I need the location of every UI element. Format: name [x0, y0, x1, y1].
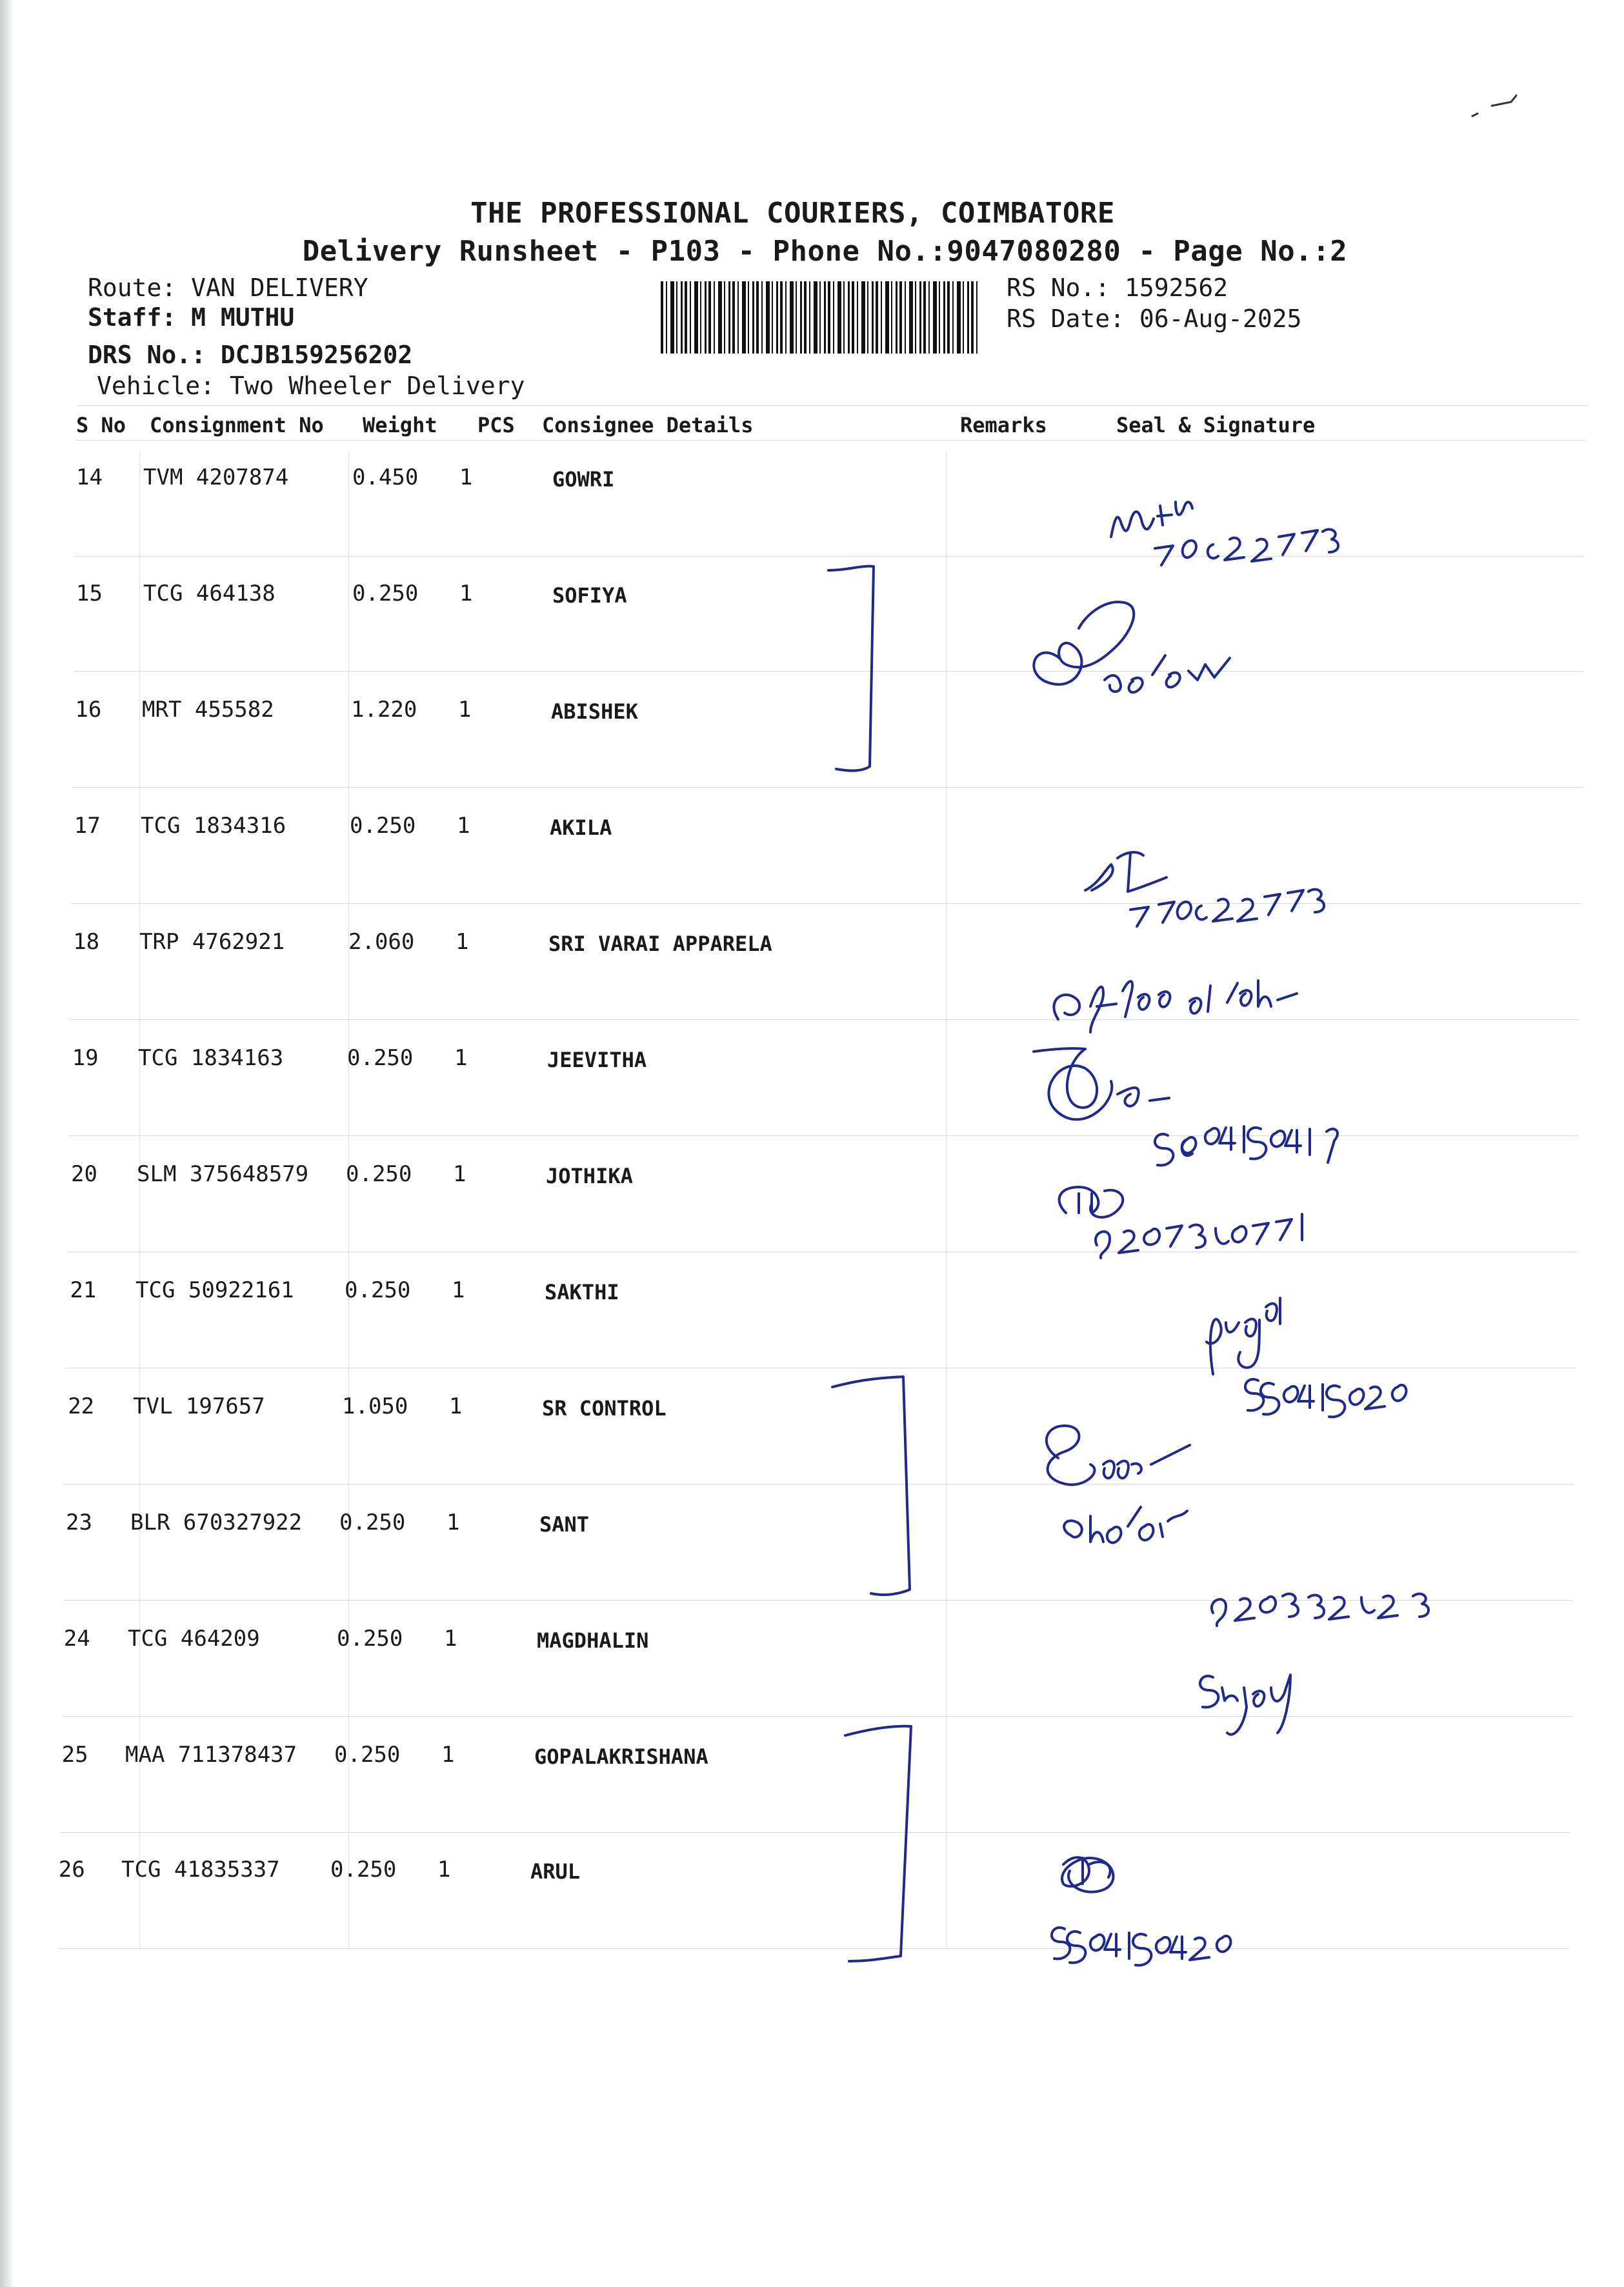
- cell-consignee: JEEVITHA: [547, 1048, 647, 1072]
- col-header-remarks: Remarks: [960, 413, 1047, 437]
- cell-weight: 1.220: [351, 697, 417, 723]
- cell-consignee: ARUL: [530, 1859, 581, 1884]
- cell-sno: 19: [72, 1045, 99, 1071]
- cell-consignee: SRI VARAI APPARELA: [548, 932, 772, 956]
- cell-sno: 17: [74, 813, 101, 839]
- cell-sno: 24: [63, 1626, 90, 1652]
- cell-pcs: 1: [459, 581, 473, 606]
- cell-weight: 0.250: [350, 813, 416, 839]
- cell-pcs: 1: [437, 1857, 451, 1883]
- cell-weight: 0.250: [346, 1161, 412, 1187]
- cell-weight: 0.250: [330, 1857, 397, 1883]
- drs-number: DRS No.: DCJB159256202: [88, 341, 413, 369]
- col-header-pcs: PCS: [477, 413, 515, 437]
- cell-consignee: AKILA: [550, 815, 612, 840]
- vehicle-label: Vehicle: Two Wheeler Delivery: [97, 372, 525, 400]
- cell-pcs: 1: [452, 1277, 465, 1303]
- col-header-consignee: Consignee Details: [542, 413, 754, 437]
- cell-consignment-no: TCG 1834163: [138, 1045, 284, 1071]
- staff-label: Staff: M MUTHU: [88, 303, 295, 332]
- cell-weight: 0.250: [352, 581, 419, 606]
- cell-sno: 21: [70, 1277, 97, 1303]
- cell-consignee: JOTHIKA: [546, 1164, 633, 1188]
- cell-sno: 14: [76, 464, 103, 490]
- cell-consignment-no: TCG 464138: [143, 581, 276, 606]
- cell-sno: 22: [68, 1393, 95, 1419]
- cell-pcs: 1: [449, 1393, 463, 1419]
- cell-pcs: 1: [454, 1045, 468, 1071]
- cell-consignment-no: TVM 4207874: [143, 464, 289, 490]
- cell-consignee: SR CONTROL: [542, 1396, 667, 1421]
- cell-weight: 0.250: [334, 1742, 401, 1768]
- route-label: Route: VAN DELIVERY: [88, 274, 368, 302]
- cell-sno: 18: [73, 929, 100, 955]
- cell-pcs: 1: [453, 1161, 466, 1187]
- cell-pcs: 1: [457, 813, 470, 839]
- col-header-sno: S No: [76, 413, 126, 437]
- cell-sno: 20: [71, 1161, 97, 1187]
- cell-weight: 1.050: [342, 1393, 408, 1419]
- cell-weight: 0.250: [347, 1045, 414, 1071]
- cell-consignment-no: MAA 711378437: [125, 1742, 297, 1768]
- rs-date: RS Date: 06-Aug-2025: [1007, 305, 1302, 333]
- cell-consignment-no: BLR 670327922: [130, 1510, 303, 1535]
- cell-consignment-no: TCG 41835337: [121, 1857, 280, 1883]
- rs-number: RS No.: 1592562: [1007, 274, 1228, 302]
- cell-weight: 0.250: [337, 1626, 403, 1652]
- cell-pcs: 1: [456, 929, 469, 955]
- cell-consignment-no: SLM 375648579: [137, 1161, 309, 1187]
- cell-weight: 0.250: [339, 1510, 406, 1535]
- cell-pcs: 1: [458, 697, 472, 723]
- cell-consignment-no: TVL 197657: [133, 1393, 265, 1419]
- runsheet-subtitle: Delivery Runsheet - P103 - Phone No.:9047080280 - Page No.:2: [302, 235, 1348, 268]
- cell-pcs: 1: [459, 464, 473, 490]
- cell-consignee: SANT: [539, 1512, 590, 1537]
- cell-weight: 0.450: [352, 464, 419, 490]
- col-header-weight: Weight: [363, 413, 437, 437]
- col-header-signature: Seal & Signature: [1116, 413, 1316, 437]
- col-header-consignment: Consignment No: [150, 413, 324, 437]
- cell-consignee: SOFIYA: [552, 583, 627, 608]
- cell-pcs: 1: [446, 1510, 460, 1535]
- cell-sno: 26: [58, 1857, 85, 1883]
- cell-pcs: 1: [444, 1626, 457, 1652]
- cell-sno: 25: [61, 1742, 88, 1768]
- cell-sno: 23: [66, 1510, 92, 1535]
- company-title: THE PROFESSIONAL COURIERS, COIMBATORE: [470, 197, 1115, 230]
- cell-consignment-no: TCG 464209: [128, 1626, 260, 1652]
- cell-sno: 15: [76, 581, 103, 606]
- cell-sno: 16: [75, 697, 102, 723]
- cell-pcs: 1: [441, 1742, 455, 1768]
- cell-consignee: MAGDHALIN: [537, 1628, 649, 1653]
- cell-consignee: GOPALAKRISHANA: [534, 1744, 708, 1769]
- cell-consignment-no: TCG 1834316: [141, 813, 286, 839]
- cell-consignee: SAKTHI: [545, 1280, 619, 1304]
- cell-consignment-no: TRP 4762921: [139, 929, 285, 955]
- cell-weight: 0.250: [345, 1277, 411, 1303]
- cell-consignee: ABISHEK: [551, 699, 638, 724]
- cell-consignee: GOWRI: [552, 467, 615, 492]
- cell-consignment-no: TCG 50922161: [135, 1277, 294, 1303]
- cell-consignment-no: MRT 455582: [142, 697, 274, 723]
- cell-weight: 2.060: [348, 929, 415, 955]
